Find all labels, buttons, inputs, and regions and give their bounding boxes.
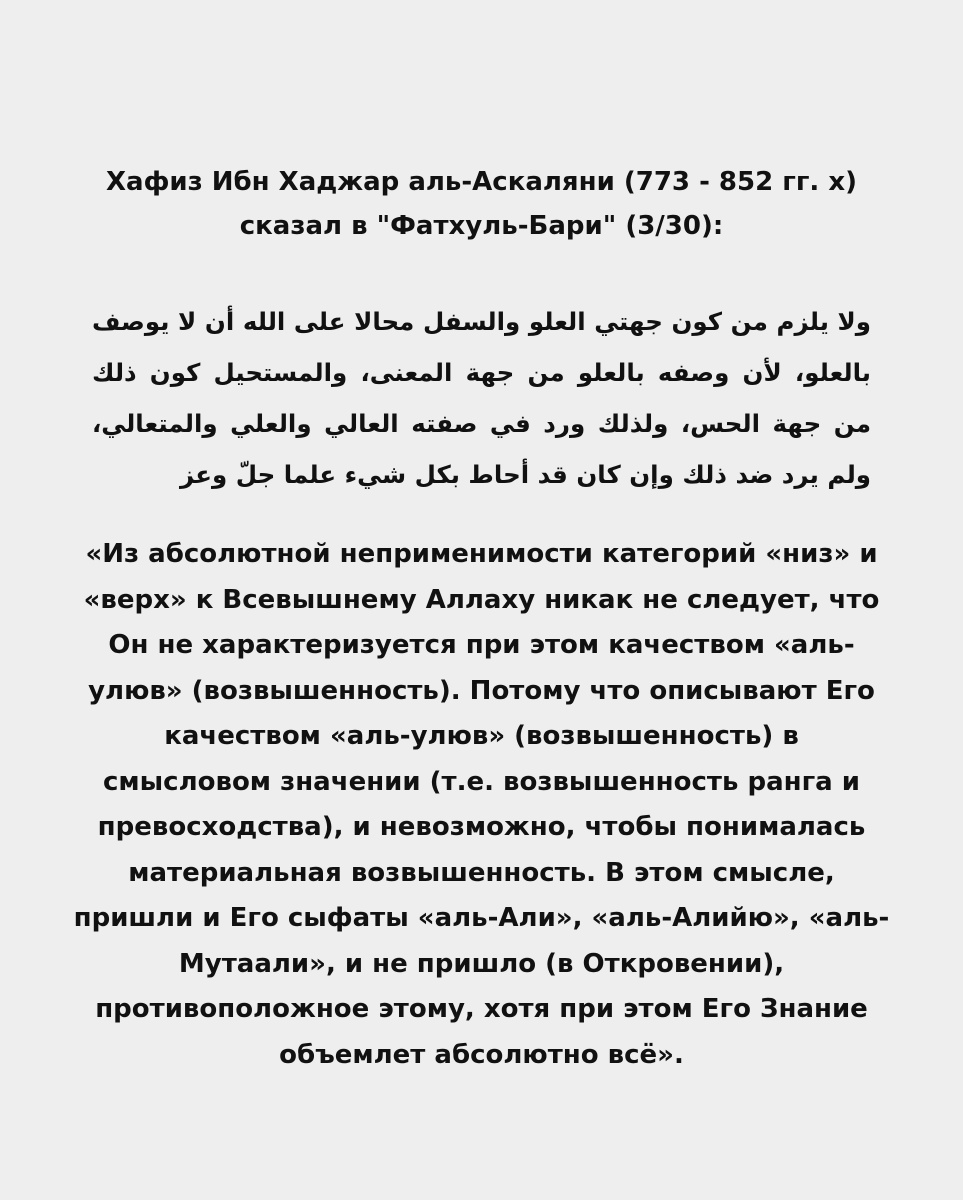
heading-line-1: Хафиз Ибн Хаджар аль-Аскаляни (773 - 852 гг. х)	[105, 167, 857, 197]
translation-line-2: «верх» к Всевышнему Аллаху никак не следует, что	[83, 584, 880, 615]
translation-line-9: пришли и Его сыфаты «аль-Али», «аль-Алийю», «аль-	[73, 903, 890, 933]
translation-line-8: материальная возвышенность. В этом смысле,	[128, 857, 835, 888]
page-heading	[60, 160, 903, 248]
russian-translation	[60, 532, 903, 1078]
translation-line-3: Он не характеризуется при этом качеством «аль-	[108, 630, 855, 660]
translation-line-1: «Из абсолютной неприменимости категорий «низ» и	[85, 539, 878, 569]
translation-line-6: смысловом значении (т.е. возвышенность ранга и	[103, 766, 860, 797]
translation-line-10: Мутаали», и не пришло (в Откровении),	[178, 948, 785, 979]
translation-line-11: противоположное этому, хотя при этом Его Знание	[95, 994, 868, 1024]
heading-line-2: сказал в "Фатхуль-Бари" (3/30):	[239, 211, 724, 241]
translation-line-7: превосходства), и невозможно, чтобы понималась	[97, 812, 866, 842]
translation-line-4: улюв» (возвышенность). Потому что описывают Его	[88, 675, 875, 706]
translation-line-5: качеством «аль-улюв» (возвышенность) в	[164, 721, 799, 751]
arabic-quote: ولا يلزم من كون جهتي العلو والسفل محالا على الله أن لا يوصف بالعلو، لأن وصفه بالعلو من جهة المعنى، والمستحيل كون ذلك من جهة الحس، ولذلك ورد في صفته العالي والعلي والمتعالي، ولم يرد ضد ذلك وإن كان قد أحاط بكل شيء علما جلّ وعز	[92, 307, 871, 489]
translation-line-12: объемлет абсолютно всё».	[279, 1039, 684, 1070]
